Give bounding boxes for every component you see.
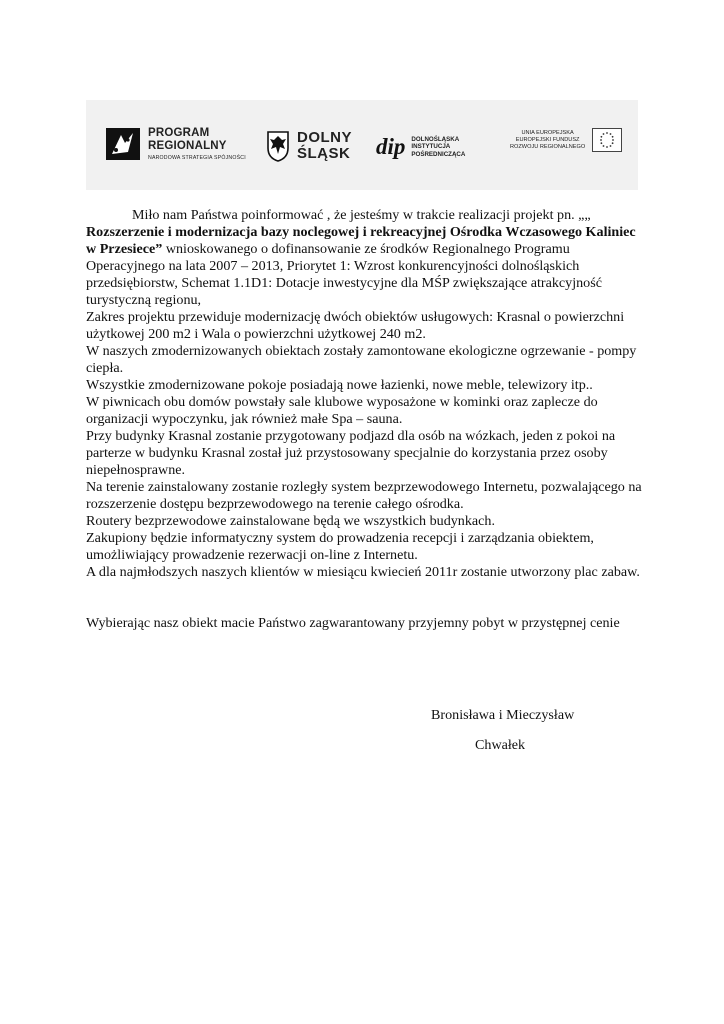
project-title: Rozszerzenie i modernizacja bazy noclegowej i rekreacyjnej Ośrodka Wczasowego Kaliniec w Przesiece” [86,224,636,257]
dip-glyph: dip [376,134,406,159]
paragraph-internet: Na terenie zainstalowany zostanie rozległy system bezprzewodowego Internetu, pozwalającego na rozszerzenie dostępu bezprzewodowego na terenie całego ośrodka. [86,479,642,512]
dip-line2: INSTYTUCJA [411,143,451,151]
paragraph-closing: Wybierając nasz obiekt macie Państwo zagwarantowany przyjemny pobyt w przystępnej cenie [86,615,620,631]
intro-text-continued: wnioskowanego o dofinansowanie ze środków Regionalnego Programu Operacyjnego na lata 2007 – 2013, Priorytet 1: Wzrost konkurencyjności dolnośląskich przedsiębiorstw, Schemat 1.1D1: Dotacje inwestycyjne dla MŚP zwiększające atrakcyjność turystyczną regionu, [86,241,602,308]
ue-line3: ROZWOJU REGIONALNEGO [510,143,586,150]
program-line1: PROGRAM [148,127,210,139]
dip-line3: POŚREDNICZĄCA [411,150,466,158]
dolny-slask-line1: DOLNY [297,129,352,146]
dolny-slask-eagle-crest-icon [266,130,290,162]
program-line2: REGIONALNY [148,140,227,152]
paragraph-heating: W naszych zmodernizowanych obiektach zostały zamontowane ekologiczne ogrzewanie - pompy ciepła. [86,343,637,376]
paragraph-reception-system: Zakupiony będzie informatyczny system do prowadzenia recepcji i zarządzania obiektem, umożliwiający prowadzenie rezerwacji on-line z Internetu. [86,530,594,563]
paragraph-rooms: Wszystkie zmodernizowane pokoje posiadają nowe łazienki, nowe meble, telewizory itp.. [86,377,593,393]
letter-body [86,207,646,632]
ue-line2: EUROPEJSKI FUNDUSZ [515,136,580,143]
paragraph-playground: A dla najmłodszych naszych klientów w miesiącu kwiecień 2011r zostanie utworzony plac zabaw. [86,564,640,580]
paragraph-routers: Routery bezprzewodowe zainstalowane będą we wszystkich budynkach. [86,513,495,529]
signature-surname: Chwałek [475,737,526,753]
paragraph-intro [86,207,646,309]
paragraph-accessibility: Przy budynky Krasnal zostanie przygotowany podjazd dla osób na wózkach, jeden z pokoi na parterze w budynku Krasnal został już przystosowany specjalnie do korzystania przez osoby niepełnosprawne. [86,428,616,478]
eu-flag-icon [592,128,622,152]
paragraph-scope: Zakres projektu przewiduje modernizację dwóch obiektów usługowych: Krasnal o powierzchni użytkowej 200 m2 i Wala o powierzchni użytkowej 240 m2. [86,309,625,342]
program-regionalny-icon [106,128,140,160]
intro-text: Miło nam Państwa poinformować , że jesteśmy w trakcie realizacji projekt pn. „„ [132,207,591,223]
paragraph-basement: W piwnicach obu domów powstały sale klubowe wyposażone w kominki oraz zaplecze do organizacji wypoczynku, jak również małe Spa – sauna. [86,394,598,427]
program-regionalny-logo [106,127,246,161]
dolny-slask-line2: ŚLĄSK [297,145,351,162]
logo-banner [86,100,638,190]
dip-line1: DOLNOŚLĄSKA [411,135,460,143]
signature-names: Bronisława i Mieczysław [431,707,575,723]
ue-logo [510,128,622,152]
dolny-slask-logo [266,130,352,162]
ue-line1: UNIA EUROPEJSKA [521,129,574,136]
dip-logo [376,134,465,160]
program-subtitle: NARODOWA STRATEGIA SPÓJNOŚCI [148,155,246,161]
